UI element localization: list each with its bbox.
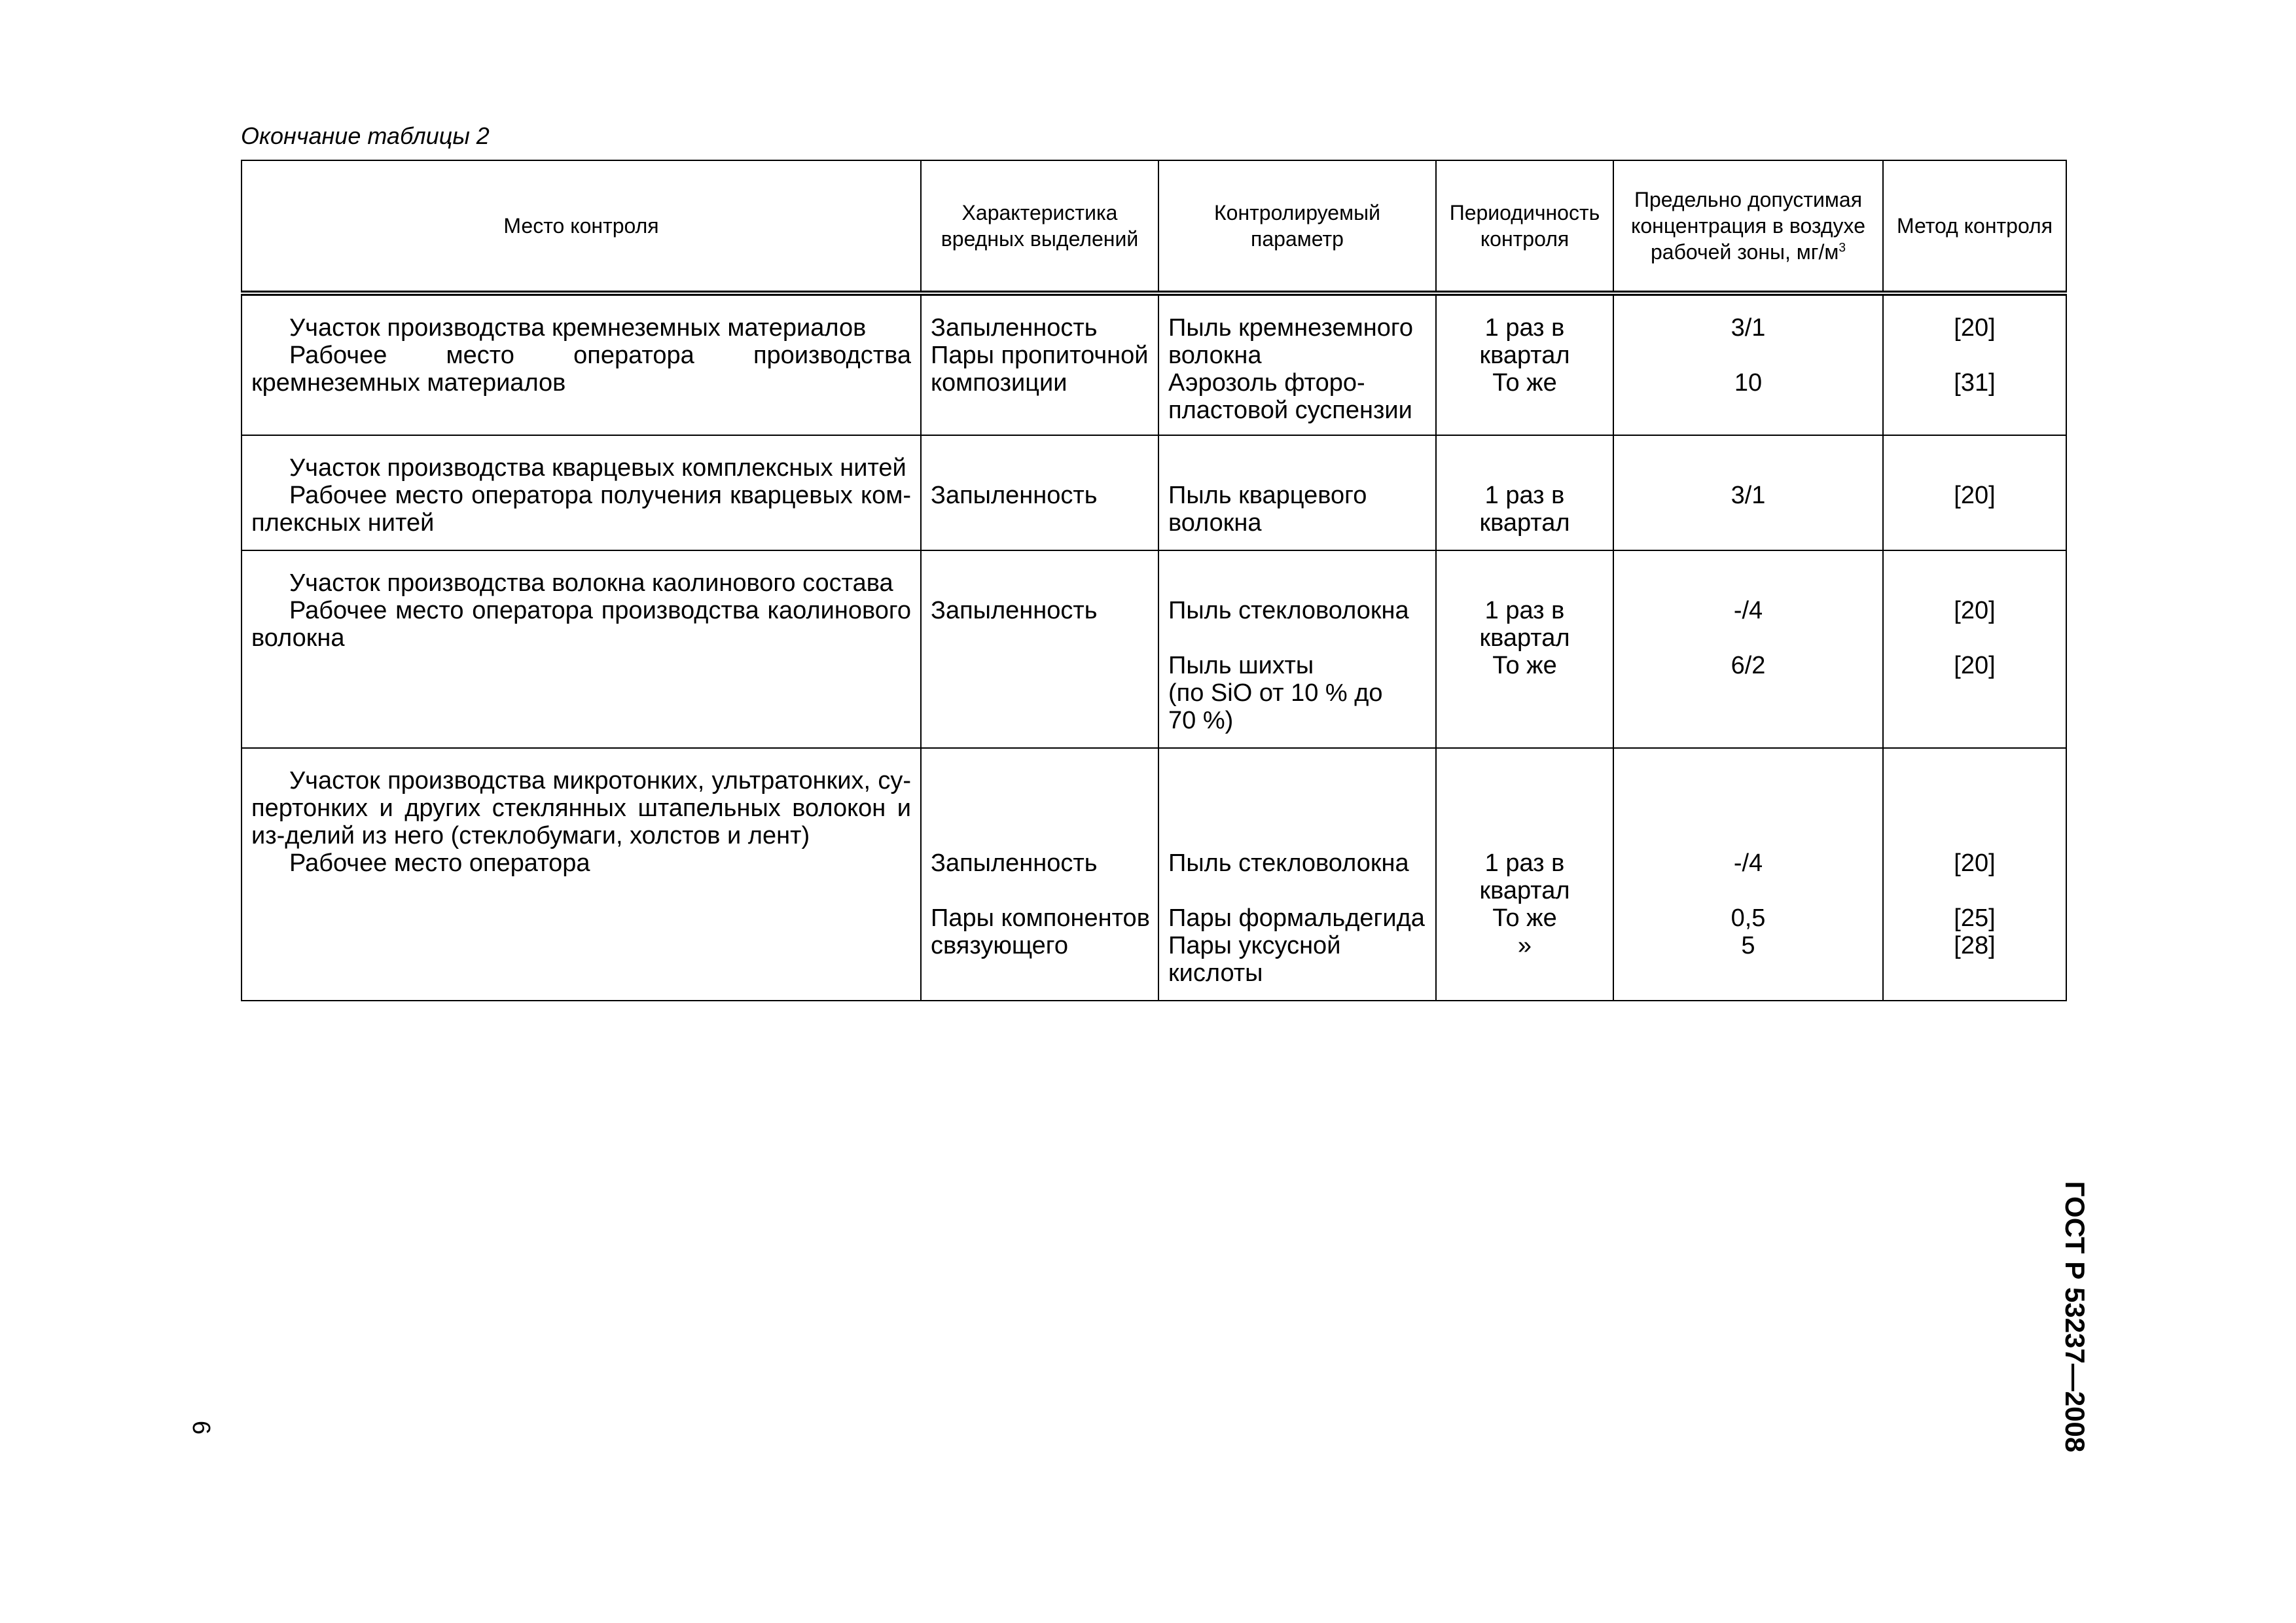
header-method: Метод контроля bbox=[1883, 160, 2066, 293]
cell-periodicity: 1 раз в квартал То же » bbox=[1436, 748, 1613, 1001]
table-header-row bbox=[242, 160, 2066, 293]
header-place: Место контроля bbox=[242, 160, 921, 293]
table-caption: Окончание таблицы 2 bbox=[241, 122, 490, 149]
cell-method: [20] [20] bbox=[1883, 550, 2066, 748]
table-row bbox=[242, 550, 2066, 748]
cell-hazard: Запыленность bbox=[921, 550, 1158, 748]
table-row bbox=[242, 293, 2066, 435]
cell-method: [20] [31] bbox=[1883, 293, 2066, 435]
cell-periodicity: 1 раз в квартал То же bbox=[1436, 550, 1613, 748]
cell-method: [20] [25] [28] bbox=[1883, 748, 2066, 1001]
header-parameter: Контролируемый параметр bbox=[1158, 160, 1436, 293]
cell-place: Участок производства кремнеземных материалов Рабочее место оператора производства кремнеземных материалов bbox=[242, 293, 921, 435]
cell-hazard: Запыленность Пары компонентов связующего bbox=[921, 748, 1158, 1001]
cell-periodicity: 1 раз в квартал То же bbox=[1436, 293, 1613, 435]
cell-pdk: 3/1 bbox=[1613, 435, 1883, 550]
cell-pdk: -/4 0,5 5 bbox=[1613, 748, 1883, 1001]
header-pdk: Предельно допустимая концентрация в воздухе рабочей зоны, $мг/м^3$ bbox=[1613, 160, 1883, 293]
cell-place: Участок производства кварцевых комплексных нитей Рабочее место оператора получения кварцевых ком-плексных нитей bbox=[242, 435, 921, 550]
cell-parameter: Пыль кремнеземного волокна Аэрозоль фторо- пластовой суспензии bbox=[1158, 293, 1436, 435]
page-number: 6 bbox=[187, 1420, 215, 1435]
cell-pdk: 3/1 10 bbox=[1613, 293, 1883, 435]
header-hazard: Характеристика вредных выделений bbox=[921, 160, 1158, 293]
document-standard-title: ГОСТ Р 53237—2008 bbox=[2060, 1181, 2090, 1453]
table-row bbox=[242, 435, 2066, 550]
cell-parameter: Пыль стекловолокна Пыль шихты (по SiO от 10 % до 70 %) bbox=[1158, 550, 1436, 748]
cell-method: [20] bbox=[1883, 435, 2066, 550]
cell-place: Участок производства волокна каолинового состава Рабочее место оператора производства каолинового волокна bbox=[242, 550, 921, 748]
cell-hazard: Запыленность bbox=[921, 435, 1158, 550]
table-row bbox=[242, 748, 2066, 1001]
cell-pdk: -/4 6/2 bbox=[1613, 550, 1883, 748]
control-table bbox=[241, 160, 2067, 1001]
header-periodicity: Периодичность контроля bbox=[1436, 160, 1613, 293]
cell-parameter: Пыль стекловолокна Пары формальдегида Пары уксусной кислоты bbox=[1158, 748, 1436, 1001]
cell-periodicity: 1 раз в квартал bbox=[1436, 435, 1613, 550]
cell-place: Участок производства микротонких, ультратонких, су-пертонких и других стеклянных штапельных волокон и из-делий из него (стеклобумаги, холстов и лент) Рабочее место оператора bbox=[242, 748, 921, 1001]
cell-parameter: Пыль кварцевого волокна bbox=[1158, 435, 1436, 550]
cell-hazard: Запыленность Пары пропиточной композиции bbox=[921, 293, 1158, 435]
